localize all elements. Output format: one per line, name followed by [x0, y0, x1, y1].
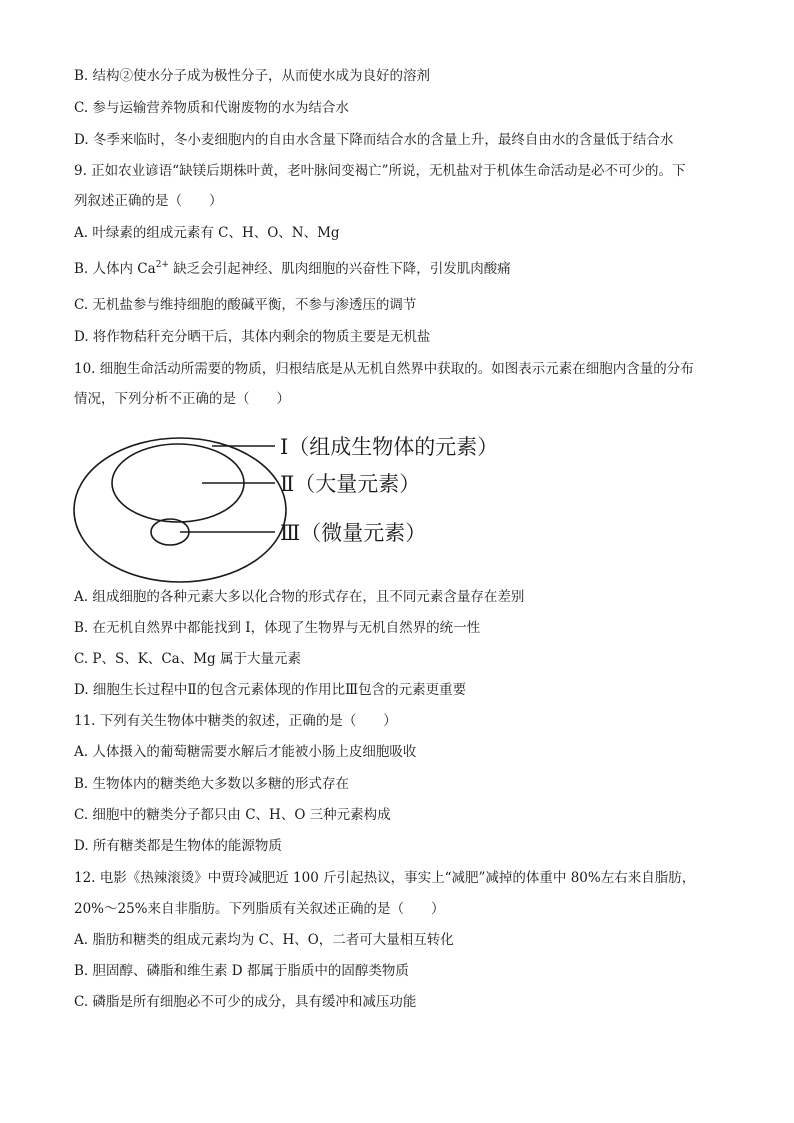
label-iii: Ⅲ（微量元素）: [280, 521, 427, 545]
q9-option-a: A. 叶绿素的组成元素有 C、H、O、N、Mg: [74, 225, 340, 241]
q11-option-a: A. 人体摄入的葡萄糖需要水解后才能被小肠上皮细胞吸收: [74, 744, 417, 760]
q11-option-c: C. 细胞中的糖类分子都只由 C、H、O 三种元素构成: [74, 807, 391, 823]
q8-option-d: D. 冬季来临时，冬小麦细胞内的自由水含量下降而结合水的含量上升，最终自由水的含量低于结合水: [74, 132, 674, 148]
q10-option-b: B. 在无机自然界中都能找到 I，体现了生物界与无机自然界的统一性: [74, 620, 481, 636]
q8-option-b: B. 结构②使水分子成为极性分子，从而使水成为良好的溶剂: [74, 68, 431, 84]
q12-option-a: A. 脂肪和糖类的组成元素均为 C、H、O，二者可大量相互转化: [74, 932, 454, 948]
q12-stem-line2: 20%～25%来自非脂肪。下列脂质有关叙述正确的是（ ）: [74, 901, 445, 917]
q11-stem: 11. 下列有关生物体中糖类的叙述，正确的是（ ）: [74, 713, 397, 729]
q9b-prefix: B. 人体内 Ca: [74, 261, 156, 277]
q8-option-c: C. 参与运输营养物质和代谢废物的水为结合水: [74, 100, 349, 116]
q10-option-a: A. 组成细胞的各种元素大多以化合物的形式存在，且不同元素含量存在差别: [74, 589, 525, 605]
q9-option-c: C. 无机盐参与维持细胞的酸碱平衡，不参与渗透压的调节: [74, 297, 417, 313]
q12-stem-line1: 12. 电影《热辣滚烫》中贾玲减肥近 100 斤引起热议，事实上“减肥”减掉的体重中 80%左右来自脂肪，: [74, 870, 696, 886]
q9-option-b: [74, 260, 511, 278]
q12-option-c: C. 磷脂是所有细胞必不可少的成分，具有缓冲和减压功能: [74, 994, 417, 1010]
q9-stem-line2: 列叙述正确的是（ ）: [74, 193, 223, 209]
q10-option-d: D. 细胞生长过程中Ⅱ的包含元素体现的作用比Ⅲ包含的元素更重要: [74, 682, 467, 698]
q11-option-b: B. 生物体内的糖类绝大多数以多糖的形式存在: [74, 776, 350, 792]
label-i: Ⅰ（组成生物体的元素）: [280, 435, 499, 459]
element-distribution-diagram: [70, 426, 530, 586]
q11-option-d: D. 所有糖类都是生物体的能源物质: [74, 838, 282, 854]
q9-option-d: D. 将作物秸秆充分晒干后，其体内剩余的物质主要是无机盐: [74, 329, 431, 345]
q9-stem-line1: 9. 正如农业谚语“缺镁后期株叶黄，老叶脉间变褐亡”所说，无机盐对于机体生命活动是必不可少的。下: [74, 163, 686, 179]
q9b-suffix: 缺乏会引起神经、肌肉细胞的兴奋性下降，引发肌肉酸痛: [168, 261, 511, 277]
label-ii: Ⅱ（大量元素）: [280, 472, 421, 496]
q10-stem-line2: 情况，下列分析不正确的是（ ）: [74, 391, 290, 407]
q12-option-b: B. 胆固醇、磷脂和维生素 D 都属于脂质中的固醇类物质: [74, 963, 409, 979]
q10-stem-line1: 10. 细胞生命活动所需要的物质，归根结底是从无机自然界中获取的。如图表示元素在细胞内含量的分布: [74, 361, 694, 377]
q10-option-c: C. P、S、K、Ca、Mg 属于大量元素: [74, 651, 301, 667]
q9b-superscript: 2+: [155, 260, 169, 270]
outer-ellipse-i: [74, 438, 286, 582]
